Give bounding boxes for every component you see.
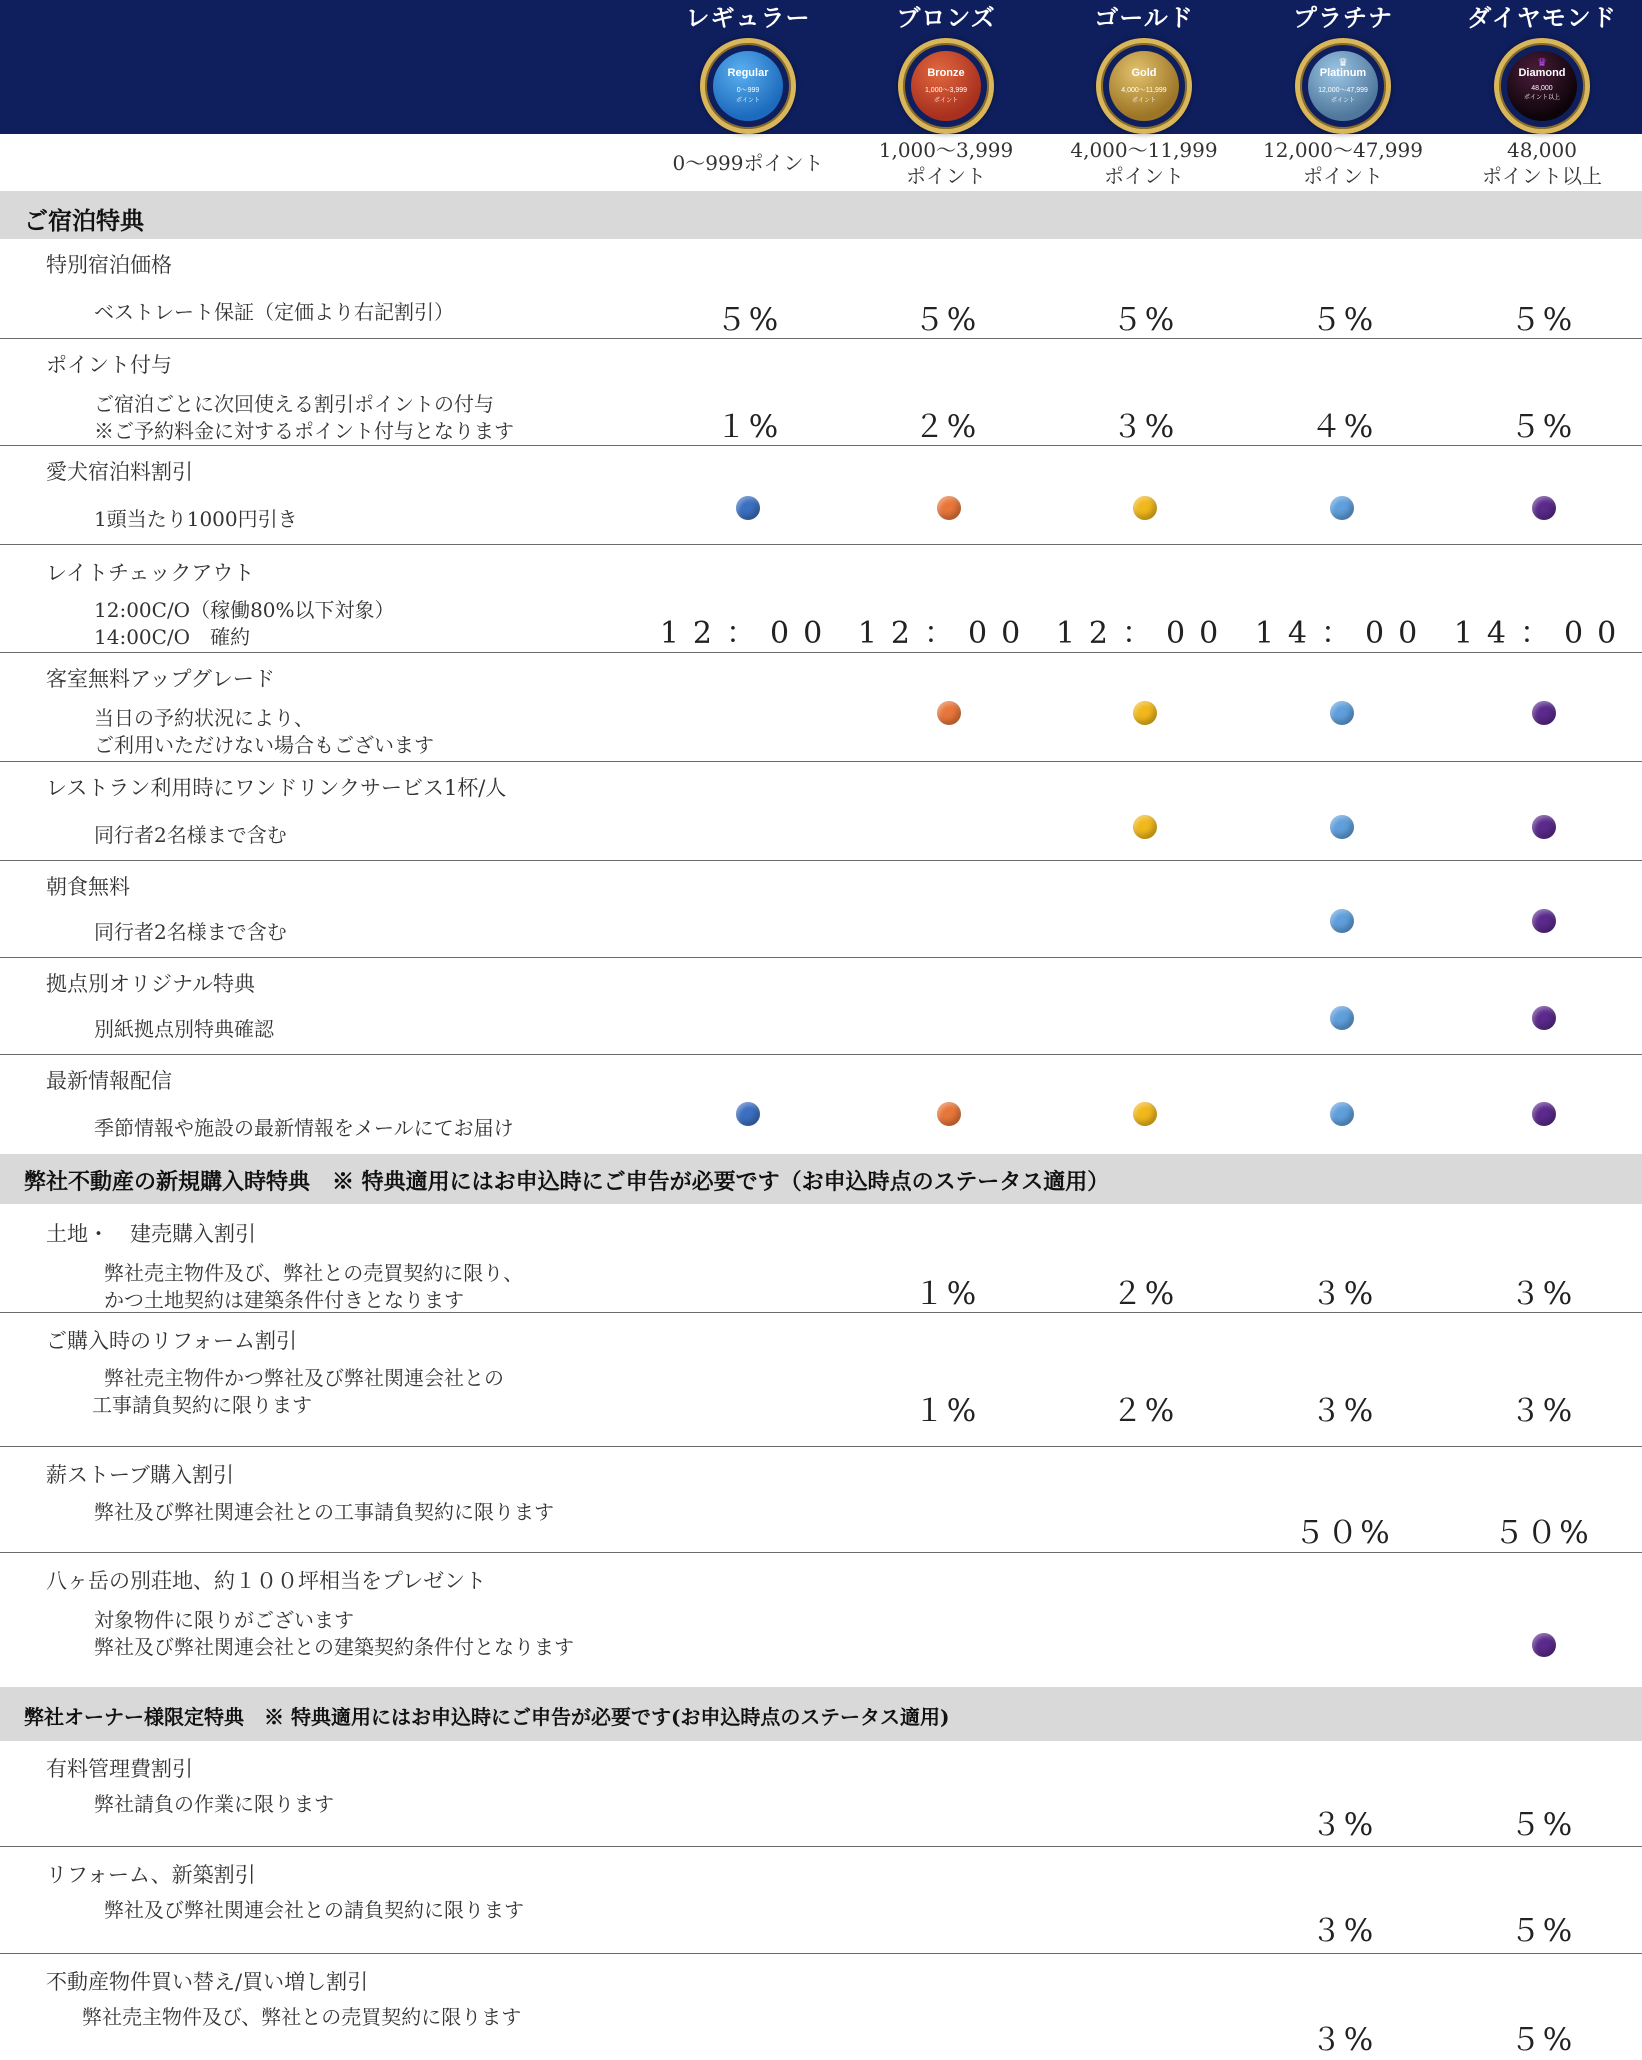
platinum-badge-icon [1295, 38, 1391, 134]
benefit-dot-icon [1330, 815, 1354, 839]
table-row [0, 239, 1642, 339]
benefit-dot-icon [1330, 1006, 1354, 1030]
table-row [0, 1447, 1642, 1553]
table-row [0, 339, 1642, 446]
benefit-dot-icon [937, 1102, 961, 1126]
points-line: ポイント [1104, 164, 1184, 188]
value-cell: ５% [1310, 302, 1376, 338]
table-row [0, 1847, 1642, 1954]
tier-name: ブロンズ [896, 3, 996, 32]
row-desc: 同行者2名様まで含む [94, 920, 287, 944]
row-desc: ベストレート保証（定価より右記割引） [94, 300, 454, 324]
points-range [846, 137, 1046, 189]
row-title: レイトチェックアウト [46, 561, 255, 585]
tier-bronze [846, 0, 1046, 134]
badge-unit: ポイント [735, 98, 760, 104]
table-row [0, 446, 1642, 545]
value-cell: 12：00 [857, 616, 1035, 651]
bronze-badge-icon [898, 38, 994, 134]
points-line: ポイント [906, 164, 986, 188]
row-title: 朝食無料 [46, 875, 130, 899]
benefit-dot-icon [1133, 701, 1157, 725]
value-cell: １% [913, 1393, 979, 1429]
value-cell: ５% [913, 302, 979, 338]
row-desc: 弊社及び弊社関連会社との工事請負契約に限ります [94, 1500, 554, 1524]
badge-unit: ポイント [1131, 98, 1156, 104]
badge-label: Diamond [1518, 67, 1566, 79]
section-header-owner [0, 1687, 1642, 1741]
section-header-realestate [0, 1154, 1642, 1204]
desc-line: 12:00C/O（稼働80%以下対象） [94, 598, 395, 622]
benefit-dot-icon [1133, 496, 1157, 520]
desc-line: 弊社及び弊社関連会社との建築契約条件付となります [94, 1635, 574, 1659]
regular-badge-icon [700, 38, 796, 134]
tier-diamond [1442, 0, 1642, 134]
value-cell: 12：00 [659, 616, 837, 651]
desc-line: 弊社売主物件かつ弊社及び弊社関連会社との [104, 1366, 504, 1390]
value-cell: ２% [1111, 1393, 1177, 1429]
desc-line: ※ご予約料金に対するポイント付与となります [94, 419, 514, 443]
row-desc: 別紙拠点別特典確認 [94, 1017, 274, 1041]
table-row [0, 1055, 1642, 1154]
row-desc: 弊社請負の作業に限ります [94, 1792, 334, 1816]
badge-range: 1,000～3,999 [924, 87, 968, 94]
row-desc [104, 1260, 523, 1314]
value-cell: ３% [1310, 1807, 1376, 1843]
crown-icon: ♛ [1537, 57, 1547, 69]
desc-line: かつ土地契約は建築条件付きとなります [104, 1288, 464, 1312]
value-cell: ５０% [1493, 1515, 1591, 1551]
desc-line: 当日の予約状況により、 [94, 706, 314, 730]
row-title: 不動産物件買い替え/買い増し割引 [46, 1970, 369, 1994]
table-row [0, 1741, 1642, 1847]
value-cell: ３% [1111, 409, 1177, 445]
row-title: 客室無料アップグレード [46, 667, 275, 691]
value-cell: ３% [1509, 1393, 1575, 1429]
points-line: 0～999ポイント [672, 151, 824, 175]
benefit-dot-icon [1532, 815, 1556, 839]
tier-header [0, 0, 1642, 134]
value-cell: 14：00 [1254, 616, 1432, 651]
tier-name: ダイヤモンド [1467, 3, 1617, 32]
benefit-dot-icon [1133, 815, 1157, 839]
benefit-dot-icon [1532, 701, 1556, 725]
value-cell: ３% [1310, 1276, 1376, 1312]
tier-platinum [1243, 0, 1443, 134]
benefit-dot-icon [1330, 909, 1354, 933]
desc-line: ご利用いただけない場合もございます [94, 733, 434, 757]
row-desc: 弊社売主物件及び、弊社との売買契約に限ります [82, 2005, 522, 2029]
row-title: 土地・ 建売購入割引 [46, 1222, 256, 1246]
benefit-dot-icon [1532, 1006, 1556, 1030]
value-cell: ５% [1509, 409, 1575, 445]
benefit-dot-icon [1330, 701, 1354, 725]
desc-line: 弊社売主物件及び、弊社との売買契約に限り、 [104, 1261, 524, 1285]
table-row [0, 1313, 1642, 1447]
points-line: 4,000～11,999 [1070, 138, 1218, 162]
value-cell: ５% [715, 302, 781, 338]
value-cell: ４% [1310, 409, 1376, 445]
crown-icon: ♛ [1338, 57, 1348, 69]
row-title: ポイント付与 [46, 353, 172, 377]
section-title: ご宿泊特典 [24, 206, 144, 235]
value-cell: ３% [1310, 2022, 1376, 2058]
row-title: 有料管理費割引 [46, 1757, 193, 1781]
value-cell: ５% [1509, 2022, 1575, 2058]
tier-name: プラチナ [1293, 3, 1393, 32]
value-cell: ５% [1111, 302, 1177, 338]
section-header-stay [0, 191, 1642, 239]
row-title: 特別宿泊価格 [46, 253, 172, 277]
gold-badge-icon [1096, 38, 1192, 134]
desc-line: 工事請負契約に限ります [92, 1393, 312, 1417]
section-title: 弊社不動産の新規購入時特典 ※ 特典適用にはお申込時にご申告が必要です（お申込時点のステータス適用） [24, 1169, 1110, 1195]
row-desc [94, 1607, 574, 1661]
table-row [0, 958, 1642, 1055]
benefit-dot-icon [1133, 1102, 1157, 1126]
benefit-dot-icon [1532, 1633, 1556, 1657]
row-title: 拠点別オリジナル特典 [46, 972, 255, 996]
benefit-dot-icon [1330, 496, 1354, 520]
value-cell: ３% [1310, 1393, 1376, 1429]
row-desc: 1頭当たり1000円引き [94, 507, 298, 531]
row-title: 愛犬宿泊料割引 [46, 460, 193, 484]
value-cell: ５０% [1294, 1515, 1392, 1551]
value-cell: ２% [913, 409, 979, 445]
row-desc [94, 391, 514, 445]
badge-unit: ポイント以上 [1523, 95, 1560, 101]
table-row [0, 762, 1642, 861]
badge-unit: ポイント [933, 98, 958, 104]
table-row [0, 1954, 1642, 2060]
row-desc: 季節情報や施設の最新情報をメールにてお届け [94, 1116, 514, 1140]
row-desc [94, 597, 395, 651]
table-row [0, 861, 1642, 958]
badge-range: 12,000～47,999 [1318, 87, 1368, 94]
row-title: リフォーム、新築割引 [46, 1863, 256, 1887]
points-range [1243, 137, 1443, 189]
row-title: ご購入時のリフォーム割引 [46, 1329, 297, 1353]
benefit-dot-icon [937, 701, 961, 725]
benefit-dot-icon [1532, 1102, 1556, 1126]
tier-regular [648, 0, 848, 134]
badge-range: 48,000 [1531, 85, 1553, 92]
points-line: 48,000 [1507, 138, 1577, 162]
value-cell: １% [913, 1276, 979, 1312]
badge-label: Platinum [1319, 67, 1367, 79]
row-title: 薪ストーブ購入割引 [46, 1463, 234, 1487]
badge-range: 0～999 [736, 87, 760, 94]
row-desc [92, 1365, 504, 1419]
value-cell: 12：00 [1055, 616, 1233, 651]
desc-line: ご宿泊ごとに次回使える割引ポイントの付与 [94, 392, 494, 416]
table-row [0, 1553, 1642, 1687]
benefit-dot-icon [1330, 1102, 1354, 1126]
tier-name: ゴールド [1094, 3, 1194, 32]
value-cell: ３% [1509, 1276, 1575, 1312]
row-title: レストラン利用時にワンドリンクサービス1杯/人 [46, 776, 507, 800]
badge-label: Bronze [927, 67, 965, 79]
value-cell: １% [715, 409, 781, 445]
badge-range: 4,000～11,999 [1121, 87, 1167, 94]
points-line: ポイント以上 [1482, 164, 1602, 188]
row-desc: 同行者2名様まで含む [94, 823, 287, 847]
desc-line: 対象物件に限りがございます [94, 1608, 354, 1632]
table-row [0, 545, 1642, 653]
value-cell: ２% [1111, 1276, 1177, 1312]
value-cell: ５% [1509, 1913, 1575, 1949]
tier-name: レギュラー [685, 3, 811, 32]
benefit-dot-icon [736, 496, 760, 520]
tier-gold [1044, 0, 1244, 134]
benefit-dot-icon [937, 496, 961, 520]
table-row [0, 653, 1642, 762]
badge-label: Gold [1131, 67, 1157, 79]
points-line: 12,000～47,999 [1263, 138, 1423, 162]
value-cell: ３% [1310, 1913, 1376, 1949]
value-cell: ５% [1509, 1807, 1575, 1843]
diamond-badge-icon [1494, 38, 1590, 134]
points-range [1044, 137, 1244, 189]
points-range [1442, 137, 1642, 189]
badge-label: Regular [727, 67, 769, 79]
benefit-dot-icon [736, 1102, 760, 1126]
section-title: 弊社オーナー様限定特典 ※ 特典適用にはお申込時にご申告が必要です(お申込時点のステータス適用) [24, 1705, 950, 1729]
benefit-dot-icon [1532, 496, 1556, 520]
points-line: 1,000～3,999 [878, 138, 1014, 162]
badge-unit: ポイント [1330, 98, 1355, 104]
benefit-dot-icon [1532, 909, 1556, 933]
table-row [0, 1204, 1642, 1313]
row-title: 八ヶ岳の別荘地、約１００坪相当をプレゼント [46, 1569, 487, 1593]
points-range [648, 150, 848, 176]
row-desc [94, 705, 434, 759]
row-desc: 弊社及び弊社関連会社との請負契約に限ります [104, 1898, 524, 1922]
value-cell: ５% [1509, 302, 1575, 338]
desc-line: 14:00C/O 確約 [94, 625, 251, 649]
value-cell: 14：00 [1453, 616, 1631, 651]
row-title: 最新情報配信 [46, 1069, 172, 1093]
points-line: ポイント [1303, 164, 1383, 188]
